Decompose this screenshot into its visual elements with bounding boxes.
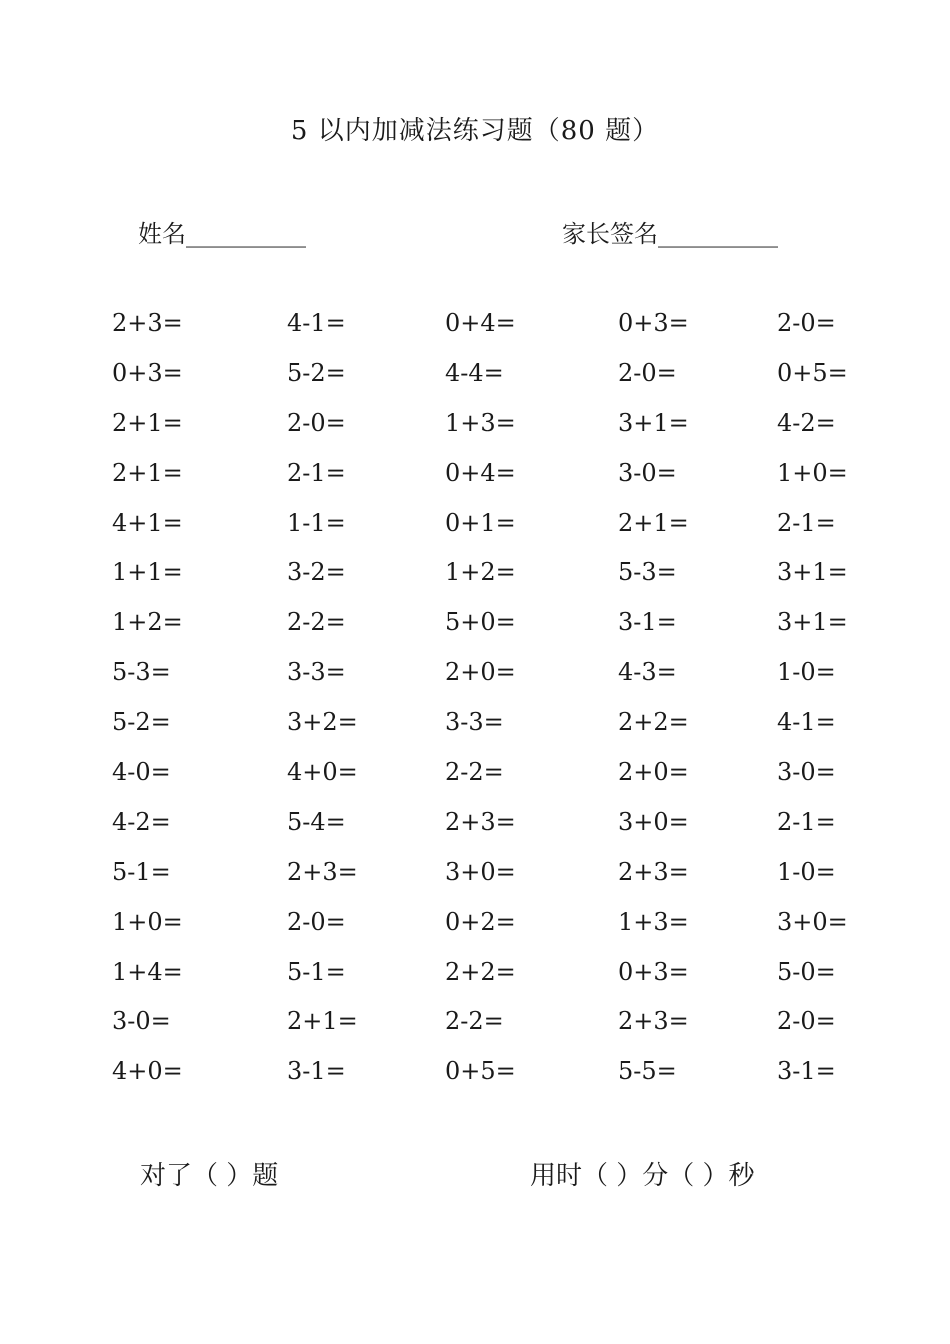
problem-cell: 3+0= [777, 907, 848, 936]
problem-cell: 3+1= [618, 408, 689, 437]
problem-row [112, 858, 872, 908]
parent-signature-line: 家长签名__________ [562, 220, 778, 248]
problem-cell: 0+3= [618, 957, 689, 986]
problem-cell: 2-2= [445, 1007, 504, 1036]
problem-row [112, 359, 872, 409]
problem-cell: 1+2= [112, 608, 183, 637]
problem-cell: 4+1= [112, 508, 183, 537]
problem-cell: 2+1= [287, 1007, 358, 1036]
page-title: 5 以内加减法练习题（80 题） [290, 116, 660, 146]
problem-cell: 3-1= [287, 1057, 346, 1086]
problem-row [112, 459, 872, 509]
problem-cell: 0+3= [112, 358, 183, 387]
problem-cell: 1-0= [777, 857, 836, 886]
problem-cell: 0+1= [445, 508, 516, 537]
problem-cell: 4-2= [777, 408, 836, 437]
problem-cell: 5-0= [777, 957, 836, 986]
problem-row [112, 1057, 872, 1107]
problem-cell: 4-3= [618, 658, 677, 687]
problem-row [112, 409, 872, 459]
problem-cell: 3-1= [777, 1057, 836, 1086]
problem-cell: 2+3= [445, 807, 516, 836]
problem-cell: 0+3= [618, 309, 689, 337]
problem-cell: 3+0= [618, 807, 689, 836]
problem-cell: 4-2= [112, 807, 171, 836]
problem-cell: 2+0= [618, 758, 689, 787]
problem-cell: 2-2= [445, 758, 504, 787]
problem-cell: 2-1= [777, 807, 836, 836]
problem-row [112, 808, 872, 858]
problem-cell: 4+0= [287, 758, 358, 787]
problem-row [112, 958, 872, 1008]
problem-grid [112, 309, 872, 1107]
problem-cell: 5+0= [445, 608, 516, 637]
problem-cell: 1+3= [445, 408, 516, 437]
problem-cell: 5-3= [618, 558, 677, 587]
problem-cell: 2-0= [777, 309, 836, 337]
problem-row [112, 908, 872, 958]
problem-cell: 1+3= [618, 907, 689, 936]
correct-count-line: 对了（ ）题 [140, 1161, 279, 1191]
problem-cell: 2+3= [287, 857, 358, 886]
problem-row [112, 658, 872, 708]
problem-cell: 1+0= [777, 458, 848, 487]
problem-cell: 3-2= [287, 558, 346, 587]
problem-cell: 3+0= [445, 857, 516, 886]
problem-cell: 2-0= [618, 358, 677, 387]
problem-cell: 2-0= [777, 1007, 836, 1036]
problem-cell: 5-3= [112, 658, 171, 687]
problem-cell: 3-3= [445, 708, 504, 737]
problem-cell: 2+2= [618, 708, 689, 737]
problem-row [112, 758, 872, 808]
problem-cell: 2-1= [777, 508, 836, 537]
problem-cell: 1+1= [112, 558, 183, 587]
problem-cell: 0+2= [445, 907, 516, 936]
student-name-line: 姓名__________ [138, 220, 306, 248]
problem-cell: 2+2= [445, 957, 516, 986]
problem-cell: 4-4= [445, 358, 504, 387]
problem-cell: 5-1= [112, 857, 171, 886]
problem-cell: 3-3= [287, 658, 346, 687]
problem-cell: 3-1= [618, 608, 677, 637]
problem-cell: 4-1= [777, 708, 836, 737]
problem-cell: 2-1= [287, 458, 346, 487]
problem-cell: 2-2= [287, 608, 346, 637]
problem-cell: 0+4= [445, 458, 516, 487]
problem-cell: 5-4= [287, 807, 346, 836]
problem-cell: 2+3= [618, 857, 689, 886]
problem-row [112, 708, 872, 758]
problem-row [112, 509, 872, 559]
problem-cell: 3-0= [112, 1007, 171, 1036]
problem-cell: 2-0= [287, 907, 346, 936]
problem-cell: 0+5= [777, 358, 848, 387]
problem-cell: 2-0= [287, 408, 346, 437]
problem-cell: 4+0= [112, 1057, 183, 1086]
problem-cell: 2+1= [112, 408, 183, 437]
problem-cell: 1+2= [445, 558, 516, 587]
problem-cell: 2+3= [618, 1007, 689, 1036]
problem-cell: 0+5= [445, 1057, 516, 1086]
problem-cell: 2+0= [445, 658, 516, 687]
problem-cell: 3-0= [777, 758, 836, 787]
problem-cell: 2+3= [112, 309, 183, 337]
problem-cell: 3+2= [287, 708, 358, 737]
problem-row [112, 558, 872, 608]
problem-cell: 2+1= [618, 508, 689, 537]
problem-cell: 5-5= [618, 1057, 677, 1086]
problem-cell: 1-1= [287, 508, 346, 537]
problem-row [112, 608, 872, 658]
problem-cell: 4-0= [112, 758, 171, 787]
problem-row [112, 1007, 872, 1057]
problem-cell: 1-0= [777, 658, 836, 687]
problem-cell: 4-1= [287, 309, 346, 337]
problem-cell: 5-1= [287, 957, 346, 986]
problem-cell: 3+1= [777, 608, 848, 637]
time-used-line: 用时（ ）分（ ）秒 [530, 1161, 755, 1191]
problem-cell: 2+1= [112, 458, 183, 487]
problem-cell: 3+1= [777, 558, 848, 587]
problem-cell: 3-0= [618, 458, 677, 487]
problem-cell: 5-2= [287, 358, 346, 387]
problem-cell: 1+0= [112, 907, 183, 936]
problem-cell: 0+4= [445, 309, 516, 337]
problem-row [112, 309, 872, 359]
problem-cell: 1+4= [112, 957, 183, 986]
problem-cell: 5-2= [112, 708, 171, 737]
